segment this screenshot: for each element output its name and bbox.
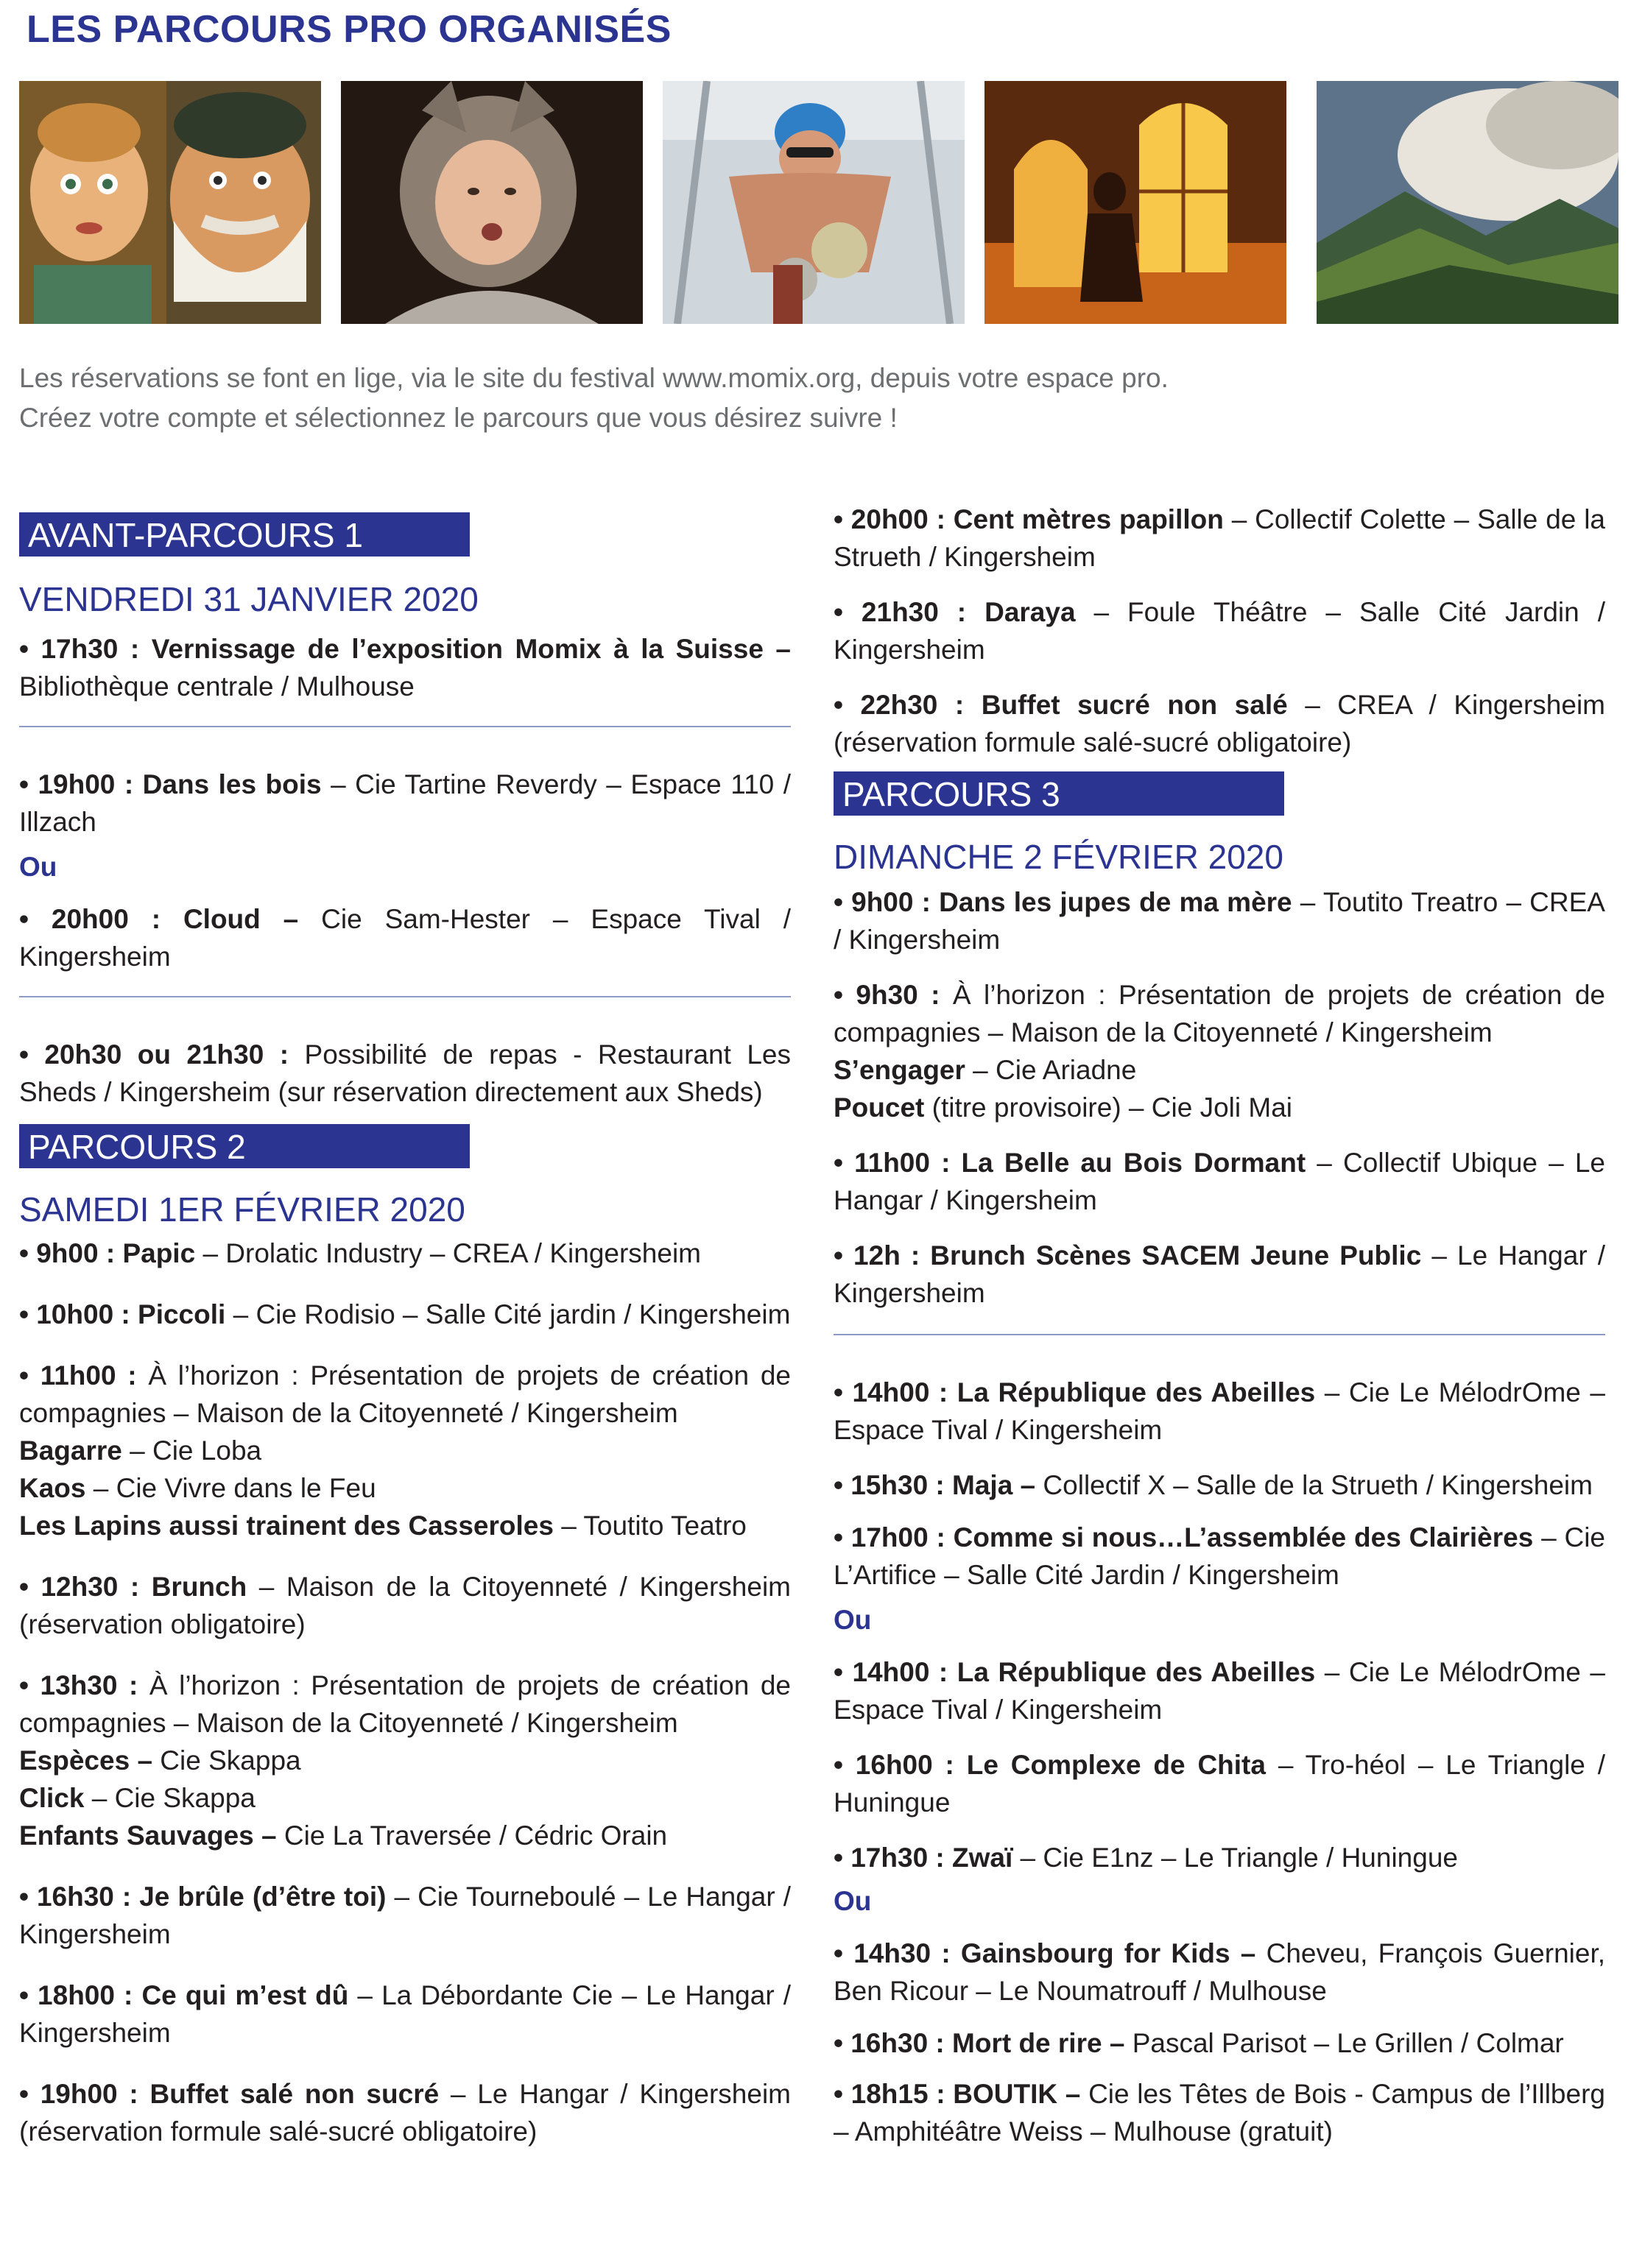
schedule-item: • 20h00 : Cent mètres papillon – Collectif Colette – Salle de la Strueth / Kingersheim <box>834 504 1606 572</box>
left-column <box>19 508 791 2168</box>
intro-line-2: Créez votre compte et sélectionnez le parcours que vous désirez suivre ! <box>19 403 898 433</box>
project-entry: Enfants Sauvages – Cie La Traversée / Cédric Orain <box>19 1820 668 1851</box>
schedule-item: • 17h30 : Vernissage de l’exposition Momix à la Suisse – Bibliothèque centrale / Mulhouse <box>19 634 791 702</box>
schedule-item: • 15h30 : Maja – Collectif X – Salle de la Strueth / Kingersheim <box>834 1470 1593 1500</box>
day-heading-sunday: DIMANCHE 2 FÉVRIER 2020 <box>834 838 1283 876</box>
or-label: Ou <box>834 1886 872 1916</box>
schedule-item: • 19h00 : Buffet salé non sucré – Le Hangar / Kingersheim (réservation formule salé-sucré obligatoire) <box>19 2079 791 2147</box>
photo-stage-window-figure <box>984 81 1286 324</box>
project-entry: Espèces – Cie Skappa <box>19 1745 301 1776</box>
intro-line-1: Les réservations se font en lige, via le site du festival www.momix.org, depuis votre espace pro. <box>19 363 1169 393</box>
schedule-item: • 11h00 : À l’horizon : Présentation de projets de création de compagnies – Maison de la Citoyenneté / Kingersheim <box>19 1360 791 1428</box>
separator <box>834 1334 1605 1335</box>
schedule-item: • 21h30 : Daraya – Foule Théâtre – Salle Cité Jardin / Kingersheim <box>834 597 1605 665</box>
schedule-item: • 12h : Brunch Scènes SACEM Jeune Public – Le Hangar / Kingersheim <box>834 1240 1606 1308</box>
schedule-item: • 13h30 : À l’horizon : Présentation de projets de création de compagnies – Maison de la Citoyenneté / Kingersheim <box>19 1670 791 1738</box>
project-entry: Kaos – Cie Vivre dans le Feu <box>19 1473 376 1503</box>
project-entry: S’engager – Cie Ariadne <box>834 1055 1137 1085</box>
page-title: LES PARCOURS PRO ORGANISÉS <box>27 8 672 51</box>
schedule-item: • 17h30 : Zwaï – Cie E1nz – Le Triangle / Huningue <box>834 1843 1458 1873</box>
right-column <box>834 501 1605 2168</box>
schedule-item: • 18h15 : BOUTIK – Cie les Têtes de Bois - Campus de l’Illberg – Amphitéâtre Weiss – Mulhouse (gratuit) <box>834 2079 1605 2147</box>
banner-parcours-3: PARCOURS 3 <box>834 771 1284 816</box>
schedule-item: • 16h00 : Le Complexe de Chita – Tro-héol – Le Triangle / Huningue <box>834 1750 1606 1817</box>
schedule-item: • 19h00 : Dans les bois – Cie Tartine Reverdy – Espace 110 / Illzach <box>19 769 791 837</box>
photo-strip <box>19 81 1604 324</box>
separator <box>19 996 791 997</box>
schedule-item: • 14h00 : La République des Abeilles – Cie Le MélodrOme – Espace Tival / Kingersheim <box>834 1377 1605 1445</box>
project-entry: Click – Cie Skappa <box>19 1783 256 1813</box>
schedule-item: • 20h30 ou 21h30 : Possibilité de repas - Restaurant Les Sheds / Kingersheim (sur réservation directement aux Sheds) <box>19 1039 791 1107</box>
schedule-item: • 14h00 : La République des Abeilles – Cie Le MélodrOme – Espace Tival / Kingersheim <box>834 1657 1605 1725</box>
schedule-item: • 11h00 : La Belle au Bois Dormant – Collectif Ubique – Le Hangar / Kingersheim <box>834 1148 1605 1215</box>
schedule-item: • 9h00 : Dans les jupes de ma mère – Toutito Treatro – CREA / Kingersheim <box>834 887 1605 955</box>
photo-swimmer <box>663 81 965 324</box>
or-label: Ou <box>834 1605 872 1635</box>
schedule-item: • 12h30 : Brunch – Maison de la Citoyenneté / Kingersheim (réservation obligatoire) <box>19 1572 791 1639</box>
schedule-item: • 17h00 : Comme si nous…L’assemblée des Clairières – Cie L’Artifice – Salle Cité Jardin / Kingersheim <box>834 1522 1606 1590</box>
schedule-item: • 10h00 : Piccoli – Cie Rodisio – Salle Cité jardin / Kingersheim <box>19 1299 791 1329</box>
project-entry: Bagarre – Cie Loba <box>19 1435 262 1466</box>
intro-text <box>19 358 1602 438</box>
day-heading-friday: VENDREDI 31 JANVIER 2020 <box>19 580 479 618</box>
photo-fur-hood-child <box>341 81 643 324</box>
photo-illustrated-faces <box>19 81 321 324</box>
day-heading-saturday: SAMEDI 1ER FÉVRIER 2020 <box>19 1190 465 1229</box>
schedule-item: • 16h30 : Mort de rire – Pascal Parisot – Le Grillen / Colmar <box>834 2028 1564 2058</box>
project-entry: Poucet (titre provisoire) – Cie Joli Mai <box>834 1092 1292 1123</box>
banner-avant-parcours-1: AVANT-PARCOURS 1 <box>19 512 470 557</box>
schedule-item: • 9h00 : Papic – Drolatic Industry – CREA / Kingersheim <box>19 1238 702 1268</box>
schedule-item: • 22h30 : Buffet sucré non salé – CREA / Kingersheim (réservation formule salé-sucré obligatoire) <box>834 690 1606 757</box>
separator <box>19 726 791 727</box>
or-label: Ou <box>19 852 57 882</box>
photo-mountain-landscape <box>1317 81 1618 324</box>
banner-parcours-2: PARCOURS 2 <box>19 1124 470 1168</box>
schedule-item: • 18h00 : Ce qui m’est dû – La Débordante Cie – Le Hangar / Kingersheim <box>19 1980 791 2048</box>
project-entry: Les Lapins aussi trainent des Casseroles – Toutito Teatro <box>19 1511 747 1541</box>
schedule-item: • 16h30 : Je brûle (d’être toi) – Cie Tourneboulé – Le Hangar / Kingersheim <box>19 1882 791 1949</box>
schedule-item: • 20h00 : Cloud – Cie Sam-Hester – Espace Tival / Kingersheim <box>19 904 792 972</box>
schedule-item: • 14h30 : Gainsbourg for Kids – Cheveu, François Guernier, Ben Ricour – Le Noumatrouff / Mulhouse <box>834 1938 1605 2006</box>
schedule-item: • 9h30 : À l’horizon : Présentation de projets de création de compagnies – Maison de la Citoyenneté / Kingersheim <box>834 980 1606 1048</box>
